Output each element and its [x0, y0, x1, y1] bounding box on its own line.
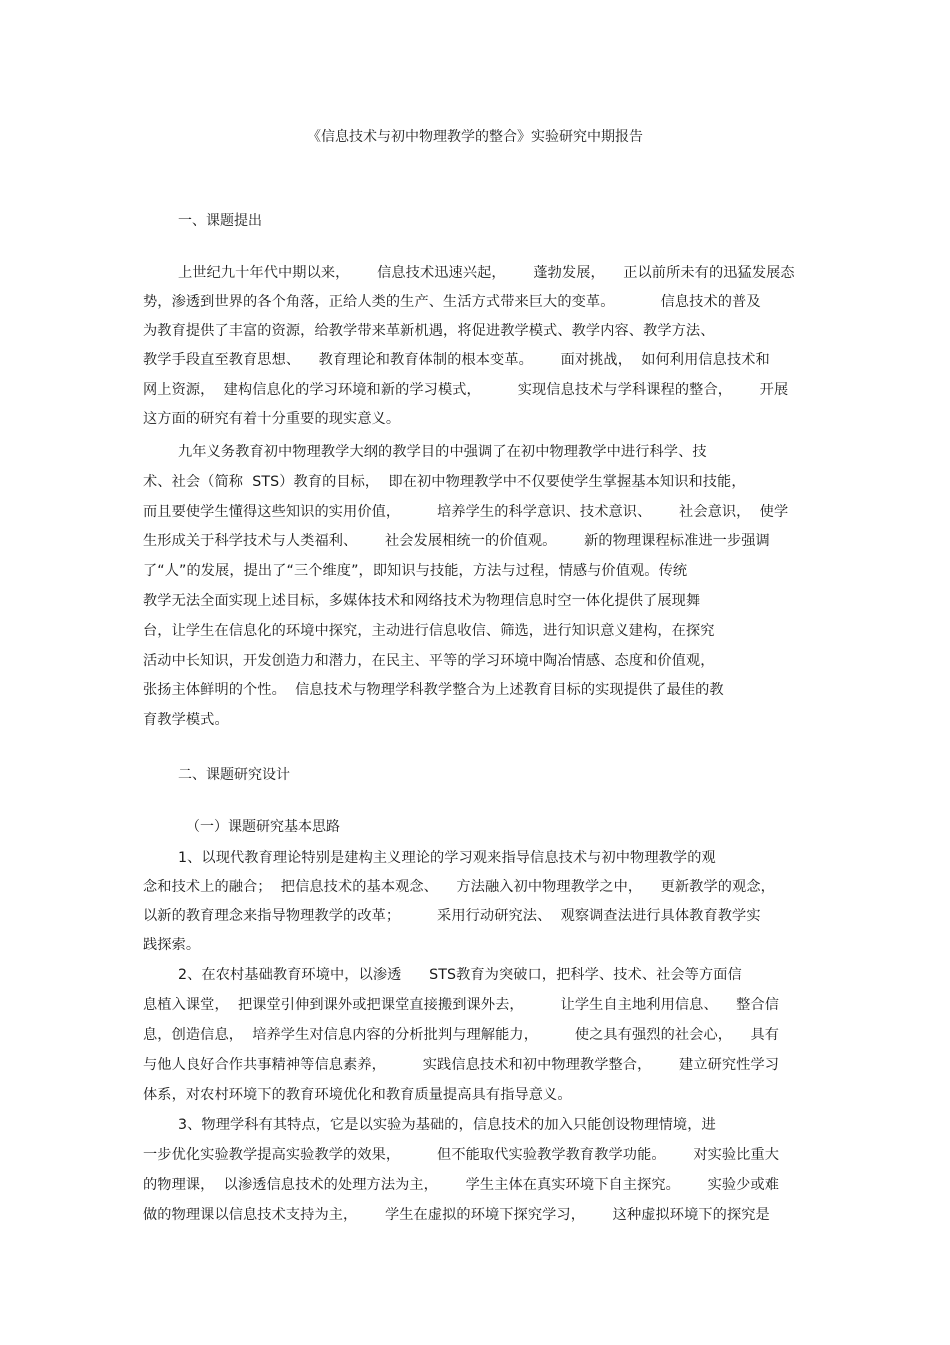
text-line: 九年义务教育初中物理教学大纲的教学目的中强调了在初中物理教学中进行科学、技	[178, 444, 707, 460]
text-line: 了“人”的发展，提出了“三个维度”，即知识与技能，方法与过程，情感与价值观。传统	[143, 563, 688, 579]
text-line: 1、以现代教育理论特别是建构主义理论的学习观来指导信息技术与初中物理教学的观	[178, 850, 716, 866]
text-line: 的物理课， 以渗透信息技术的处理方法为主， 学生主体在真实环境下自主探究。 实验少或难	[143, 1177, 780, 1193]
text-line: 育教学模式。	[143, 712, 229, 728]
text-line: 体系，对农村环境下的教育环境优化和教育质量提高具有指导意义。	[143, 1087, 572, 1103]
text-line: 为教育提供了丰富的资源，给教学带来革新机遇，将促进教学模式、教学内容、教学方法、	[143, 323, 715, 339]
text-line: 术、社会（简称 STS）教育的目标， 即在初中物理教学中不仅要使学生掌握基本知识和技能，	[143, 474, 746, 490]
text-line: 教学手段直至教育思想、 教育理论和教育体制的根本变革。 面对挑战， 如何利用信息技术和	[143, 352, 770, 368]
text-line: 网上资源， 建构信息化的学习环境和新的学习模式， 实现信息技术与学科课程的整合， 开展	[143, 382, 789, 398]
text-line: 而且要使学生懂得这些知识的实用价值， 培养学生的科学意识、技术意识、 社会意识， 使学	[143, 504, 789, 520]
text-line: 这方面的研究有着十分重要的现实意义。	[143, 411, 401, 427]
text-line: 念和技术上的融合； 把信息技术的基本观念、 方法融入初中物理教学之中， 更新教学的观念，	[143, 879, 775, 895]
subsection-heading: （一）课题研究基本思路	[186, 819, 340, 835]
text-line: 教学无法全面实现上述目标，多媒体技术和网络技术为物理信息时空一体化提供了展现舞	[143, 593, 701, 609]
text-line: 2、在农村基础教育环境中，以渗透 STS教育为突破口，把科学、技术、社会等方面信	[178, 967, 742, 983]
text-line: 以新的教育理念来指导物理教学的改革； 采用行动研究法、 观察调查法进行具体教育教学实	[143, 908, 761, 924]
text-line: 一步优化实验教学提高实验教学的效果， 但不能取代实验教学教育教学功能。 对实验比重大	[143, 1147, 780, 1163]
section-heading-1: 一、课题提出	[178, 213, 262, 229]
text-line: 息，创造信息， 培养学生对信息内容的分析批判与理解能力， 使之具有强烈的社会心， 具有	[143, 1027, 780, 1043]
text-line: 势，渗透到世界的各个角落，正给人类的生产、生活方式带来巨大的变革。 信息技术的普及	[143, 294, 761, 310]
text-line: 活动中长知识，开发创造力和潜力，在民主、平等的学习环境中陶冶情感、态度和价值观，	[143, 653, 715, 669]
document-title: 《信息技术与初中物理教学的整合》实验研究中期报告	[307, 129, 643, 145]
text-line: 做的物理课以信息技术支持为主， 学生在虚拟的环境下探究学习， 这种虚拟环境下的探究是	[143, 1207, 770, 1223]
text-line: 上世纪九十年代中期以来， 信息技术迅速兴起， 蓬勃发展， 正以前所未有的迅猛发展态	[178, 265, 795, 281]
text-line: 生形成关于科学技术与人类福利、 社会发展相统一的价值观。 新的物理课程标准进一步强调	[143, 533, 770, 549]
text-line: 践探索。	[143, 937, 201, 953]
text-line: 台，让学生在信息化的环境中探究，主动进行信息收信、筛选，进行知识意义建构，在探究	[143, 623, 715, 639]
section-heading-2: 二、课题研究设计	[178, 767, 290, 783]
text-line: 息植入课堂， 把课堂引伸到课外或把课堂直接搬到课外去， 让学生自主地利用信息、 整合信	[143, 997, 780, 1013]
text-line: 与他人良好合作共事精神等信息素养， 实践信息技术和初中物理教学整合， 建立研究性学习	[143, 1057, 780, 1073]
text-line: 3、物理学科有其特点，它是以实验为基础的，信息技术的加入只能创设物理情境，进	[178, 1117, 716, 1133]
text-line: 张扬主体鲜明的个性。 信息技术与物理学科教学整合为上述教育目标的实现提供了最佳的教	[143, 682, 724, 698]
